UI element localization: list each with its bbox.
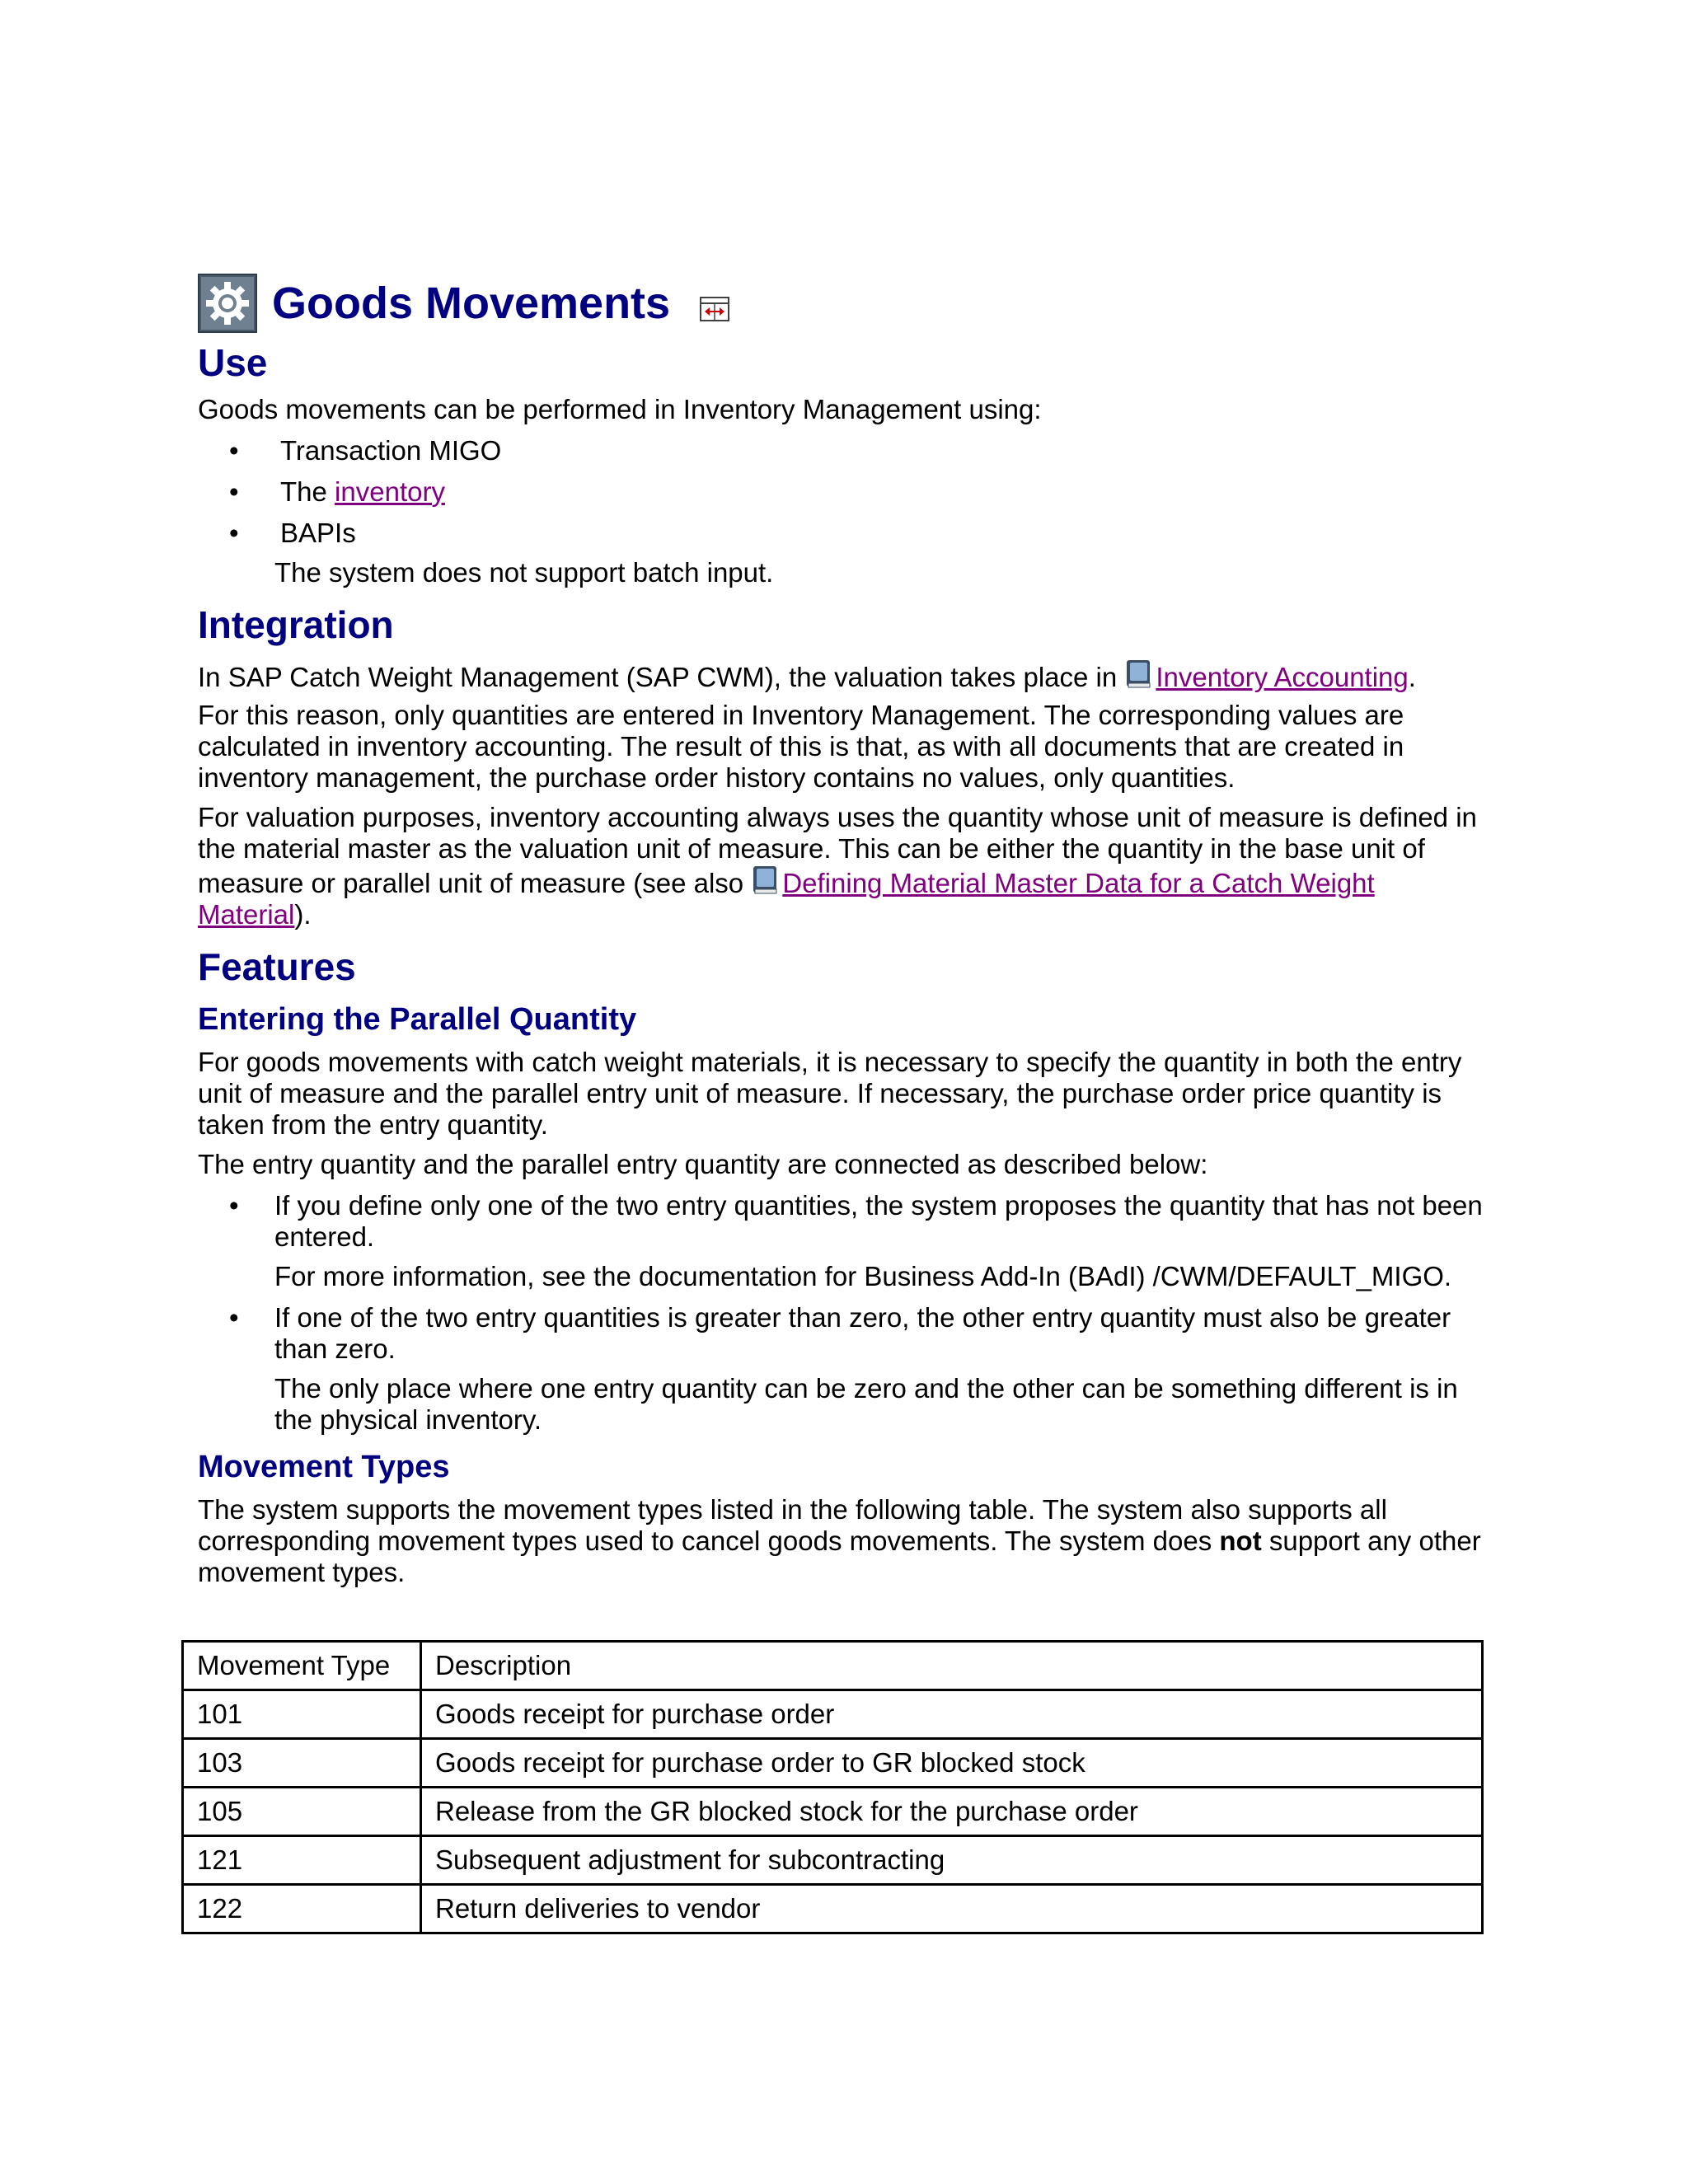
column-header-description: Description bbox=[421, 1642, 1483, 1690]
bullet-note: For more information, see the documentation for Business Add-In (BAdI) /CWM/DEFAULT_MIGO. bbox=[274, 1260, 1452, 1291]
list-item bbox=[198, 435, 1484, 466]
movement-type-cell: 105 bbox=[183, 1788, 421, 1836]
use-note: The system does not support batch input. bbox=[274, 556, 774, 588]
catch-weight-material-link[interactable]: Defining Material Master Data for a Catch Weight Material bbox=[198, 868, 1375, 930]
paragraph-text: In SAP Catch Weight Management (SAP CWM), the valuation takes place in bbox=[198, 662, 1125, 692]
bullet-note: The only place where one entry quantity can be zero and the other can be something different is in the physical inventory. bbox=[274, 1372, 1458, 1435]
movement-type-cell: 101 bbox=[183, 1690, 421, 1739]
integration-heading: Integration bbox=[198, 602, 394, 646]
table-row bbox=[183, 1690, 1483, 1739]
bullet-text: Transaction MIGO bbox=[280, 434, 502, 466]
bullet-text: BAPIs bbox=[280, 517, 356, 548]
bullet-text: • If one of the two entry quantities is greater than zero, the other entry quantity must also be greater than zero. bbox=[274, 1301, 1451, 1364]
movement-types-paragraph bbox=[198, 1494, 1484, 1588]
list-item bbox=[198, 1190, 1484, 1292]
list-item bbox=[198, 1302, 1484, 1436]
table-header-row bbox=[183, 1642, 1483, 1690]
bullet-text: The bbox=[280, 476, 335, 507]
parallel-bullet-list bbox=[198, 1190, 1484, 1436]
integration-paragraph-1 bbox=[198, 658, 1484, 693]
table-row bbox=[183, 1739, 1483, 1788]
bullet-text: • If you define only one of the two entry quantities, the system proposes the quantity that has not been entered. bbox=[274, 1189, 1483, 1252]
list-item bbox=[198, 518, 1484, 549]
movement-type-cell: 121 bbox=[183, 1836, 421, 1885]
table-row bbox=[183, 1788, 1483, 1836]
use-heading: Use bbox=[198, 341, 268, 384]
integration-paragraph-2: For this reason, only quantities are entered in Inventory Management. The corresponding values are calculated in inventory accounting. The result of this is that, as with all documents that are created in inventory management, the purchase order history contains no values, only quantities. bbox=[198, 700, 1404, 793]
table-row bbox=[183, 1836, 1483, 1885]
use-intro: Goods movements can be performed in Inventory Management using: bbox=[198, 393, 1042, 424]
movement-types-table bbox=[181, 1640, 1484, 1934]
movement-types-heading: Movement Types bbox=[198, 1449, 450, 1484]
gear-icon bbox=[198, 274, 257, 333]
paragraph-text: ). bbox=[294, 899, 312, 930]
movement-type-cell: 122 bbox=[183, 1885, 421, 1933]
document-page bbox=[198, 270, 1484, 1588]
inventory-accounting-link[interactable]: Inventory Accounting bbox=[1156, 662, 1409, 692]
parallel-paragraph-2: The entry quantity and the parallel entry quantity are connected as described below: bbox=[198, 1148, 1208, 1179]
parallel-paragraph-1: For goods movements with catch weight materials, it is necessary to specify the quantity in both the entry unit of measure and the parallel entry unit of measure. If necessary, the purchase order price quantity is taken from the entry quantity. bbox=[198, 1046, 1462, 1140]
paragraph-text: support any other movement types. bbox=[198, 1526, 1481, 1588]
emphasis-text: not bbox=[1219, 1526, 1262, 1557]
integration-paragraph-3 bbox=[198, 802, 1484, 930]
inventory-link[interactable]: inventory bbox=[335, 476, 445, 507]
description-cell: Release from the GR blocked stock for the purchase order bbox=[421, 1788, 1483, 1836]
description-cell: Subsequent adjustment for subcontracting bbox=[421, 1836, 1483, 1885]
table-row bbox=[183, 1885, 1483, 1933]
page-title: Goods Movements bbox=[272, 279, 671, 328]
title-row bbox=[198, 270, 1484, 336]
description-cell: Goods receipt for purchase order to GR blocked stock bbox=[421, 1739, 1483, 1788]
parallel-quantity-heading: Entering the Parallel Quantity bbox=[198, 1001, 637, 1037]
movement-type-cell: 103 bbox=[183, 1739, 421, 1788]
list-item bbox=[198, 476, 1484, 508]
column-header-movement-type: Movement Type bbox=[183, 1642, 421, 1690]
description-cell: Goods receipt for purchase order bbox=[421, 1690, 1483, 1739]
features-heading: Features bbox=[198, 945, 356, 988]
description-cell: Return deliveries to vendor bbox=[421, 1885, 1483, 1933]
book-icon bbox=[751, 865, 781, 896]
paragraph-text: . bbox=[1408, 662, 1416, 692]
use-bullet-list bbox=[198, 435, 1484, 549]
expand-icon[interactable] bbox=[700, 297, 729, 321]
paragraph-text: The system supports the movement types listed in the following table. The system also supports all corresponding movement types used to cancel goods movements. The system does bbox=[198, 1494, 1387, 1557]
paragraph-text: For valuation purposes, inventory accounting always uses the quantity whose unit of measure is defined in the material master as the valuation unit of measure. This can be either the quantity in the base unit of measure or parallel unit of measure (see also bbox=[198, 802, 1477, 898]
book-icon bbox=[1124, 658, 1154, 690]
